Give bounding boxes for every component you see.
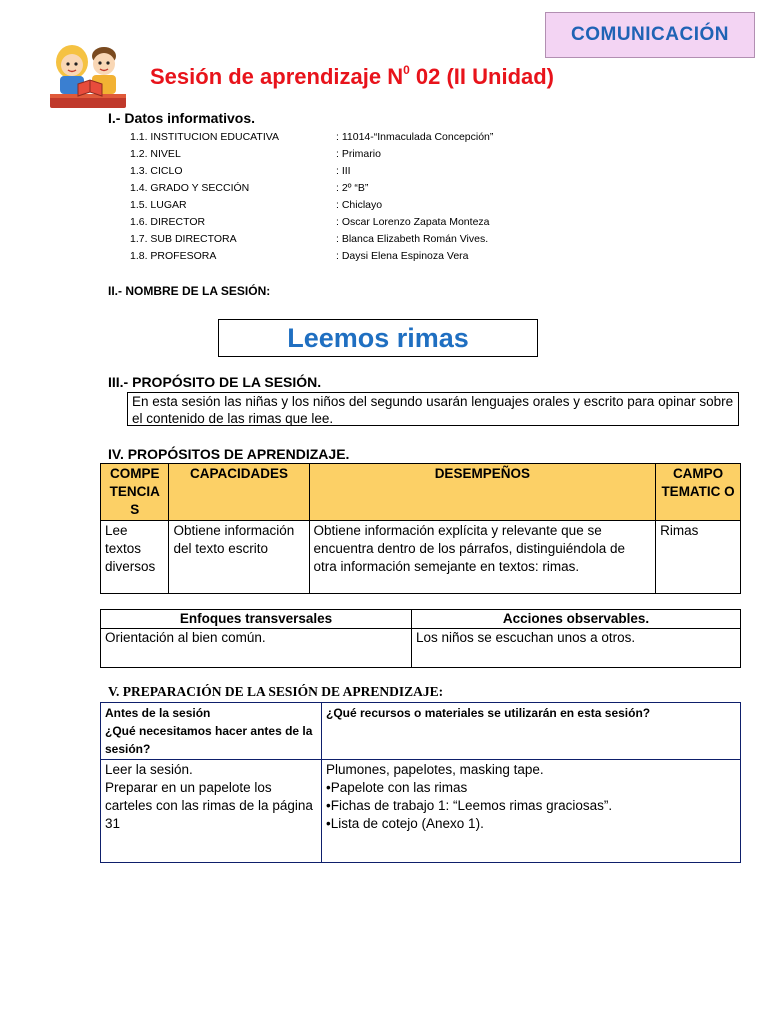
list-item: •Fichas de trabajo 1: “Leemos rimas graciosas”. xyxy=(326,798,613,813)
header-line: Antes de la sesión xyxy=(105,706,211,720)
cell-accion: Los niños se escuchan unos a otros. xyxy=(412,629,741,668)
table-row xyxy=(101,760,741,863)
table-header-row xyxy=(101,703,741,760)
col-header-antes xyxy=(101,703,322,760)
info-value: : Chiclayo xyxy=(336,199,383,211)
section5-heading: V. PREPARACIÓN DE LA SESIÓN DE APRENDIZAJE: xyxy=(108,684,444,699)
purpose-text: En esta sesión las niñas y los niños del segundo usarán lenguajes orales y escrito para opinar sobre el contenido de las rimas que lee. xyxy=(127,392,739,426)
cell-campo: Rimas xyxy=(656,521,741,594)
children-reading-icon xyxy=(46,40,130,110)
section3-heading: III.- PROPÓSITO DE LA SESIÓN. xyxy=(108,374,322,390)
cell-desempeno: Obtiene información explícita y relevante que se encuentra dentro de los párrafos, distinguiéndola de otra información semejante en textos: rimas. xyxy=(309,521,656,594)
col-header-desempenos: DESEMPEÑOS xyxy=(309,464,656,521)
col-header-competencias: COMPE TENCIA S xyxy=(101,464,169,521)
info-value: : Daysi Elena Espinoza Vera xyxy=(336,250,469,262)
preparation-table xyxy=(100,702,741,863)
col-header-campo: CAMPO TEMATIC O xyxy=(656,464,741,521)
info-label: 1.7. SUB DIRECTORA xyxy=(130,233,237,245)
table-header-row xyxy=(101,464,741,521)
col-header-acciones: Acciones observables. xyxy=(412,610,741,629)
section4-heading: IV. PROPÓSITOS DE APRENDIZAJE. xyxy=(108,446,350,462)
list-item: Leer la sesión. xyxy=(105,762,193,777)
list-item: Preparar en un papelote los carteles con las rimas de la página 31 xyxy=(105,780,313,831)
enfoques-table xyxy=(100,609,741,668)
cell-capacidad: Obtiene información del texto escrito xyxy=(169,521,309,594)
info-label: 1.2. NIVEL xyxy=(130,148,181,160)
list-item: Plumones, papelotes, masking tape. xyxy=(326,762,544,777)
info-value: : Oscar Lorenzo Zapata Monteza xyxy=(336,216,490,228)
page-title: Sesión de aprendizaje $N^0$ 02 (II Unidad) xyxy=(150,62,555,89)
section1-heading: I.- Datos informativos. xyxy=(108,110,256,126)
cell-competencia: Lee textos diversos xyxy=(101,521,169,594)
col-header-capacidades: CAPACIDADES xyxy=(169,464,309,521)
list-item: •Papelote con las rimas xyxy=(326,780,468,795)
info-label: 1.8. PROFESORA xyxy=(130,250,217,262)
info-value: : III xyxy=(336,165,351,177)
info-value: : 2º “B” xyxy=(336,182,369,194)
info-label: 1.4. GRADO Y SECCIÓN xyxy=(130,182,250,194)
table-header-row xyxy=(101,610,741,629)
session-name-box: Leemos rimas xyxy=(218,319,538,357)
col-header-recursos: ¿Qué recursos o materiales se utilizarán en esta sesión? xyxy=(322,703,741,760)
table-row xyxy=(101,629,741,668)
subject-badge: COMUNICACIÓN xyxy=(545,12,755,58)
list-item: •Lista de cotejo (Anexo 1). xyxy=(326,816,484,831)
table-row xyxy=(101,521,741,594)
cell-recursos xyxy=(322,760,741,863)
info-label: 1.3. CICLO xyxy=(130,165,183,177)
cell-antes xyxy=(101,760,322,863)
section2-heading: II.- NOMBRE DE LA SESIÓN: xyxy=(108,284,271,298)
info-label: 1.1. INSTITUCION EDUCATIVA xyxy=(130,131,279,143)
title-superscript: 0 xyxy=(403,62,410,77)
info-value: : Blanca Elizabeth Román Vives. xyxy=(336,233,489,245)
info-label: 1.6. DIRECTOR xyxy=(130,216,206,228)
info-value: : 11014-“Inmaculada Concepción” xyxy=(336,131,494,143)
header-line: ¿Qué necesitamos hacer antes de la sesión? xyxy=(105,724,313,756)
info-value: : Primario xyxy=(336,148,381,160)
learning-purposes-table xyxy=(100,463,741,594)
cell-enfoque: Orientación al bien común. xyxy=(101,629,412,668)
col-header-enfoques: Enfoques transversales xyxy=(101,610,412,629)
info-label: 1.5. LUGAR xyxy=(130,199,187,211)
